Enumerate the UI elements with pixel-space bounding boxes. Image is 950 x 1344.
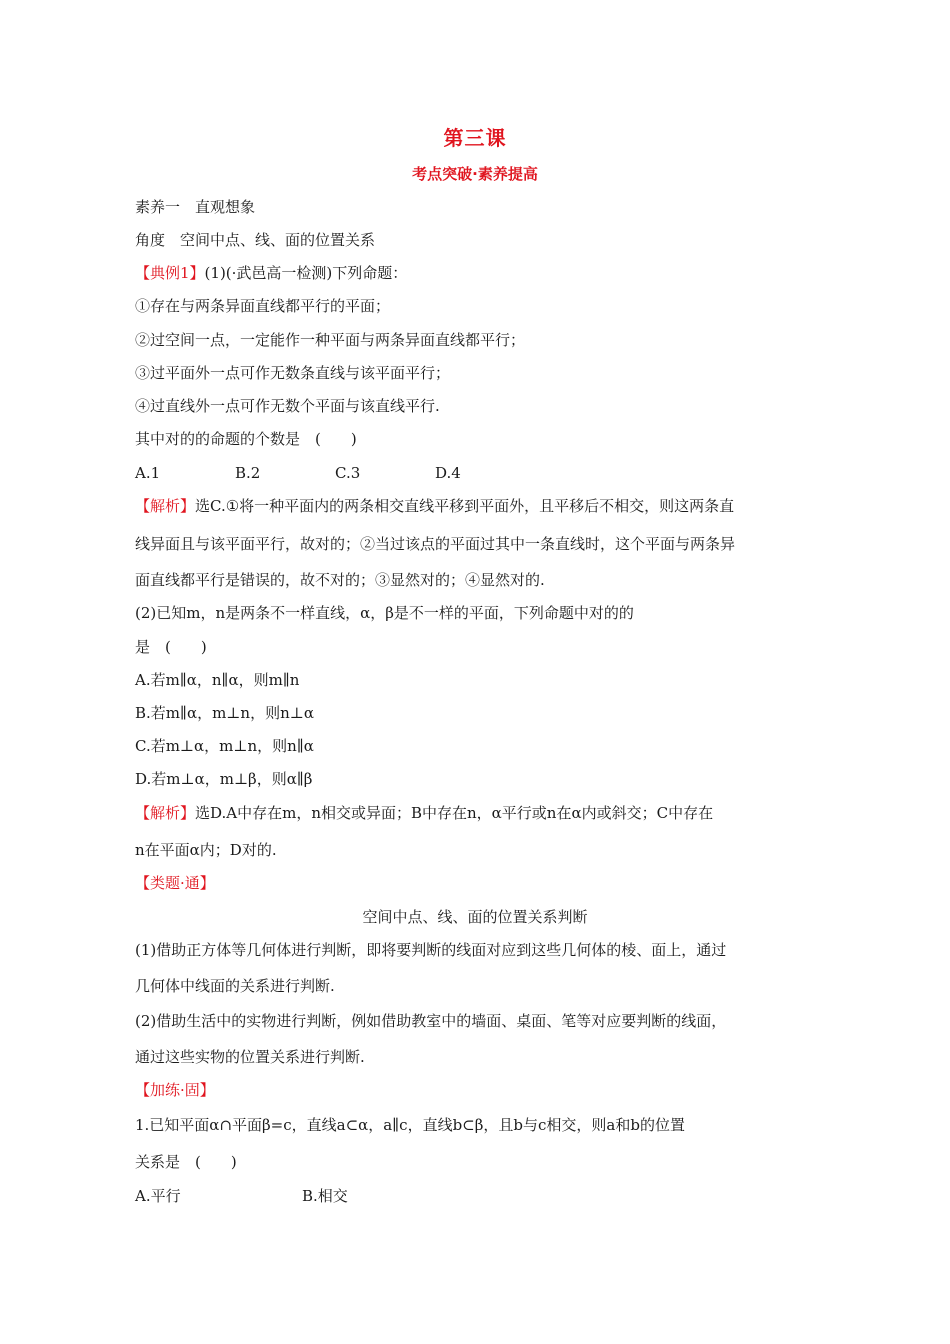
analysis-tag: 【解析】 [135,497,196,515]
practice-q1-line-1: 1.已知平面α∩平面β=c，直线a⊂α，a∥c，直线b⊂β，且b与c相交，则a和b的位置 [135,1116,685,1134]
example2-option-a: A.若m∥α，n∥α，则m∥n [135,671,300,689]
proposition-1: ①存在与两条异面直线都平行的平面； [135,297,391,315]
example1-options [135,463,825,483]
category-line-2: 几何体中线面的关系进行判断. [135,977,335,995]
analysis-text: 选C.①将一种平面内的两条相交直线平移到平面外，且平移后不相交，则这两条直 [195,497,735,515]
example1-intro: (1)(·武邑高一检测)下列命题： [204,264,408,282]
proposition-4: ④过直线外一点可作无数个平面与该直线平行. [135,397,440,415]
section-label: 素养一 直观想象 [135,198,256,216]
example1-analysis-line-1 [135,496,825,516]
example1-analysis-line-2: 线异面且与该平面平行，故对的；②当过该点的平面过其中一条直线时，这个平面与两条异 [135,535,736,553]
page-subtitle: 考点突破·素养提高 [412,165,538,183]
example1-question: 其中对的的命题的个数是 ( ) [135,430,357,448]
practice-option-a: A.平行 [135,1187,181,1205]
option-b: B.2 [235,464,261,482]
analysis-tag: 【解析】 [135,804,196,822]
example2-option-b: B.若m∥α，m⊥n，则n⊥α [135,704,314,722]
example2-analysis-line-1 [135,803,825,823]
example1-intro-line [135,263,825,283]
example2-stem-line-1: (2)已知m，n是两条不一样直线，α，β是不一样的平面，下列命题中对的的 [135,604,634,622]
category-line-4: 通过这些实物的位置关系进行判断. [135,1048,365,1066]
category-line-3: (2)借助生活中的实物进行判断，例如借助教室中的墙面、桌面、笔等对应要判断的线面， [135,1012,727,1030]
option-a: A.1 [135,464,161,482]
example2-analysis-line-2: n在平面α内；D对的. [135,841,277,859]
proposition-2: ②过空间一点，一定能作一种平面与两条异面直线都平行； [135,331,526,349]
analysis-text: 选D.A中存在m，n相交或异面；B中存在n，α平行或n在α内或斜交；C中存在 [195,804,714,822]
option-d: D.4 [435,464,461,482]
example2-option-c: C.若m⊥α，m⊥n，则n∥α [135,737,314,755]
example1-analysis-line-3: 面直线都平行是错误的，故不对的；③显然对的；④显然对的. [135,571,545,589]
example2-option-d: D.若m⊥α，m⊥β，则α∥β [135,770,313,788]
option-c: C.3 [335,464,361,482]
category-tag: 【类题·通】 [135,874,215,892]
page-title: 第三课 [443,126,507,150]
proposition-3: ③过平面外一点可作无数条直线与该平面平行； [135,364,451,382]
practice-q1-line-2: 关系是 ( ) [135,1153,237,1171]
example1-tag: 【典例1】 [135,264,205,282]
practice-q1-options [135,1186,825,1206]
category-heading: 空间中点、线、面的位置关系判断 [362,908,588,926]
practice-tag: 【加练·固】 [135,1081,215,1099]
example2-stem-line-2: 是 ( ) [135,638,207,656]
practice-option-b: B.相交 [302,1187,348,1205]
angle-label: 角度 空间中点、线、面的位置关系 [135,231,376,249]
category-line-1: (1)借助正方体等几何体进行判断，即将要判断的线面对应到这些几何体的棱、面上，通过 [135,941,727,959]
